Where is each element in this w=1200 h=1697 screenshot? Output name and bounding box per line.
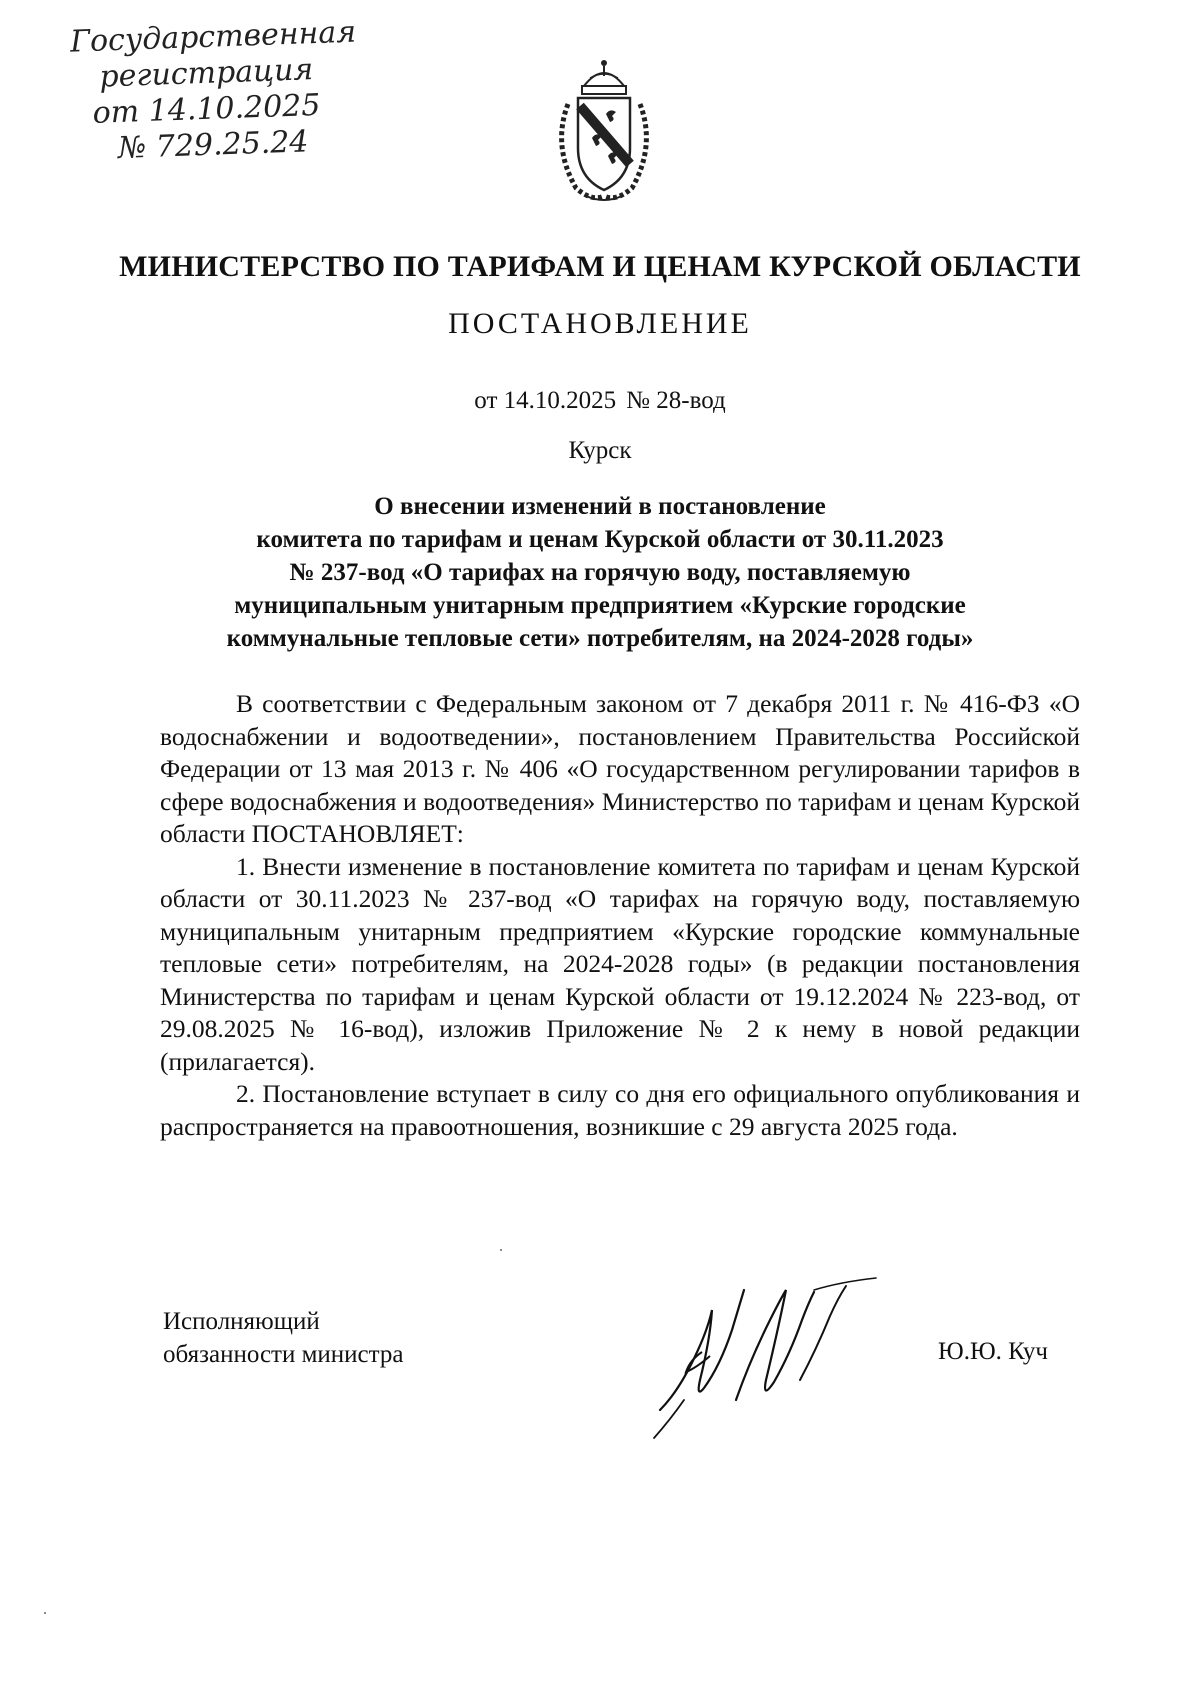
title-line: комитета по тарифам и ценам Курской области от 30.11.2023 [256, 526, 944, 553]
date-number-line [0, 387, 1200, 415]
registration-note [69, 14, 357, 169]
ministry-name: МИНИСТЕРСТВО ПО ТАРИФАМ И ЦЕНАМ КУРСКОЙ ОБЛАСТИ [119, 250, 1081, 283]
registration-note-line: регистрация [98, 52, 314, 95]
registration-note-line: Государственная [69, 14, 357, 60]
registration-note-date: от 14.10.2025 [92, 87, 321, 131]
scan-speck [44, 1612, 46, 1614]
item-2-paragraph: 2. Постановление вступает в силу со дня его официального опубликования и распространяется на правоотношения, возникшие с 29 августа 2025 года. [160, 1079, 1080, 1141]
title-line: О внесении изменений в постановление [374, 493, 826, 520]
title-line: № 237-вод «О тарифах на горячую воду, поставляемую [289, 559, 911, 586]
document-number: № 28-вод [626, 387, 726, 414]
handwritten-signature-icon [640, 1270, 890, 1450]
preamble-paragraph: В соответствии с Федеральным законом от 7 декабря 2011 г. № 416-ФЗ «О водоснабжении и водоотведении», постановлением Правительства Российской Федерации от 13 мая 2013 г. № 406 «О государственном регулировании тарифов в сфере водоснабжения и водоотведения» Министерство по тарифам и ценам Курской области ПОСТАНОВЛЯЕТ: [160, 689, 1080, 848]
document-type: ПОСТАНОВЛЕНИЕ [448, 307, 752, 340]
scan-speck [500, 1249, 502, 1251]
title-line: муниципальным унитарным предприятием «Курские городские [234, 592, 966, 619]
item-1-paragraph: 1. Внести изменение в постановление комитета по тарифам и ценам Курской области от 30.11.2023 № 237-вод «О тарифах на горячую воду, поставляемую муниципальным унитарным предприятием «Курские городские коммунальные тепловые сети» потребителям, на 2024-2028 годы» (в редакции постановления Министерства по тарифам и ценам Курской области от 19.12.2024 № 223-вод, от 29.08.2025 № 16-вод), изложив Приложение № 2 к нему в новой редакции (прилагается). [160, 851, 1080, 1076]
document-date: от 14.10.2025 [474, 387, 617, 414]
city: Курск [568, 437, 632, 464]
document-body [160, 688, 1080, 1143]
signatory-role-line: обязанности министра [163, 1341, 404, 1368]
registration-note-number: № 729.25.24 [117, 124, 310, 166]
document-title [120, 490, 1080, 655]
signatory-role [163, 1305, 403, 1371]
kursk-coat-of-arms-icon [546, 56, 662, 206]
signatory-role-line: Исполняющий [163, 1308, 320, 1335]
title-line: коммунальные тепловые сети» потребителям, на 2024-2028 годы» [226, 625, 974, 652]
signatory-name: Ю.Ю. Куч [938, 1338, 1049, 1365]
